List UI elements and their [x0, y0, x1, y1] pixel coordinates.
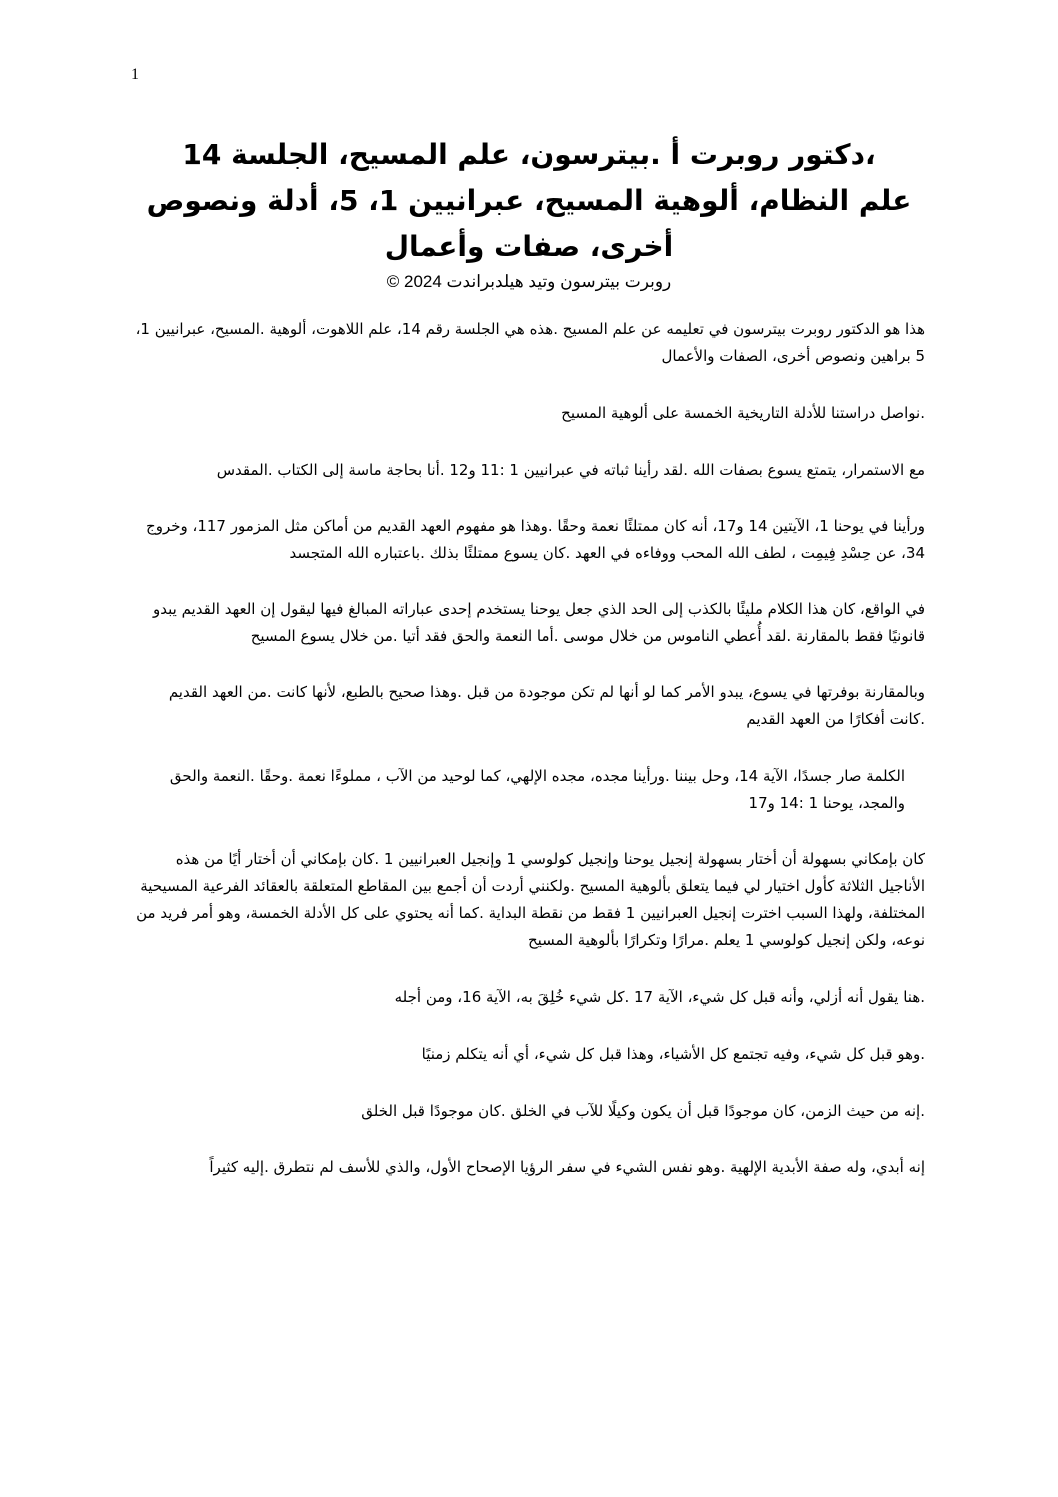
paragraph: مع الاستمرار، يتمتع يسوع بصفات الله .لقد رأينا ثباته في عبرانيين 1 :11 و12 .أنا بحاجة ماسة إلى الكتاب .المقدس	[216, 461, 925, 479]
paragraph: كان بإمكاني بسهولة أن أختار بسهولة إنجيل يوحنا وإنجيل كولوسي 1 وإنجيل العبرانيين 1 .كان بإمكاني أن أختار أيًا من هذه الأناجيل الثلاثة كأول اختيار لي فيما يتعلق بألوهية المسيح .ولكنني أردت أن أجمع بين المقاطع المتعلقة بالعقائد الفرعية المسيحية المختلفة، ولهذا السبب اخترت إنجيل العبرانيين 1 فقط من نقطة البداية .كما أنه يحتوي على كل الأدلة الخمسة، وهو أمر فريد من نوعه، ولكن إنجيل كولوسي 1 يعلم .مرارًا وتكرارًا بألوهية المسيح	[136, 850, 925, 949]
paragraph: .هنا يقول أنه أزلي، وأنه قبل كل شيء، الآية 17 .كل شيء خُلِقَ به، الآية 16، ومن أجله	[394, 988, 925, 1006]
page-number: 1	[131, 66, 139, 83]
copyright-line: روبرت بيترسون وتيد هيلدبراندت 2024 ©	[386, 272, 672, 291]
paragraph-indented: الكلمة صار جسدًا، الآية 14، وحل بيننا .ورأينا مجده، مجده الإلهي، كما لوحيد من الآب ، مملوءًا نعمة .وحقًا .النعمة والحق والمجد، يوحنا 1 :14 و17	[169, 767, 905, 812]
title-block	[120, 132, 938, 294]
paragraph: هذا هو الدكتور روبرت بيترسون في تعليمه عن علم المسيح .هذه هي الجلسة رقم 14، علم اللاهوت، ألوهية .المسيح، عبرانيين 1، 5 براهين ونصوص أخرى، الصفات والأعمال	[135, 320, 925, 365]
document-title-line-3: أخرى، صفات وأعمال	[384, 230, 674, 263]
paragraph: في الواقع، كان هذا الكلام مليئًا بالكذب إلى الحد الذي جعل يوحنا يستخدم إحدى عباراته المبالغ فيها ليقول إن العهد القديم يبدو قانونيًا فقط بالمقارنة .لقد أُعطي الناموس من خلال موسى .أما النعمة والحق فقد أتيا .من خلال يسوع المسيح	[152, 600, 925, 645]
paragraph: .وهو قبل كل شيء، وفيه تجتمع كل الأشياء، وهذا قبل كل شيء، أي أنه يتكلم زمنيًا	[421, 1045, 925, 1063]
document-title-line-1: ،دكتور روبرت أ .بيترسون، علم المسيح، الجلسة 14	[182, 138, 876, 171]
paragraph: ورأينا في يوحنا 1، الآيتين 14 و17، أنه كان ممتلئًا نعمة وحقًا .وهذا هو مفهوم العهد القديم من أماكن مثل المزمور 117، وخروج 34، عن حِسْدِ فِيمِت ، لطف الله المحب ووفاءه في العهد .كان يسوع ممتلئًا بذلك .باعتباره الله المتجسد	[146, 517, 925, 562]
document-title-line-2: علم النظام، ألوهية المسيح، عبرانيين 1، 5، أدلة ونصوص	[146, 184, 912, 217]
paragraph: إنه أبدي، وله صفة الأبدية الإلهية .وهو نفس الشيء في سفر الرؤيا الإصحاح الأول، والذي للأسف لم نتطرق .إليه كثيراً	[209, 1158, 925, 1176]
document-body	[133, 316, 925, 1181]
paragraph: .إنه من حيث الزمن، كان موجودًا قبل أن يكون وكيلًا للآب في الخلق .كان موجودًا قبل الخلق	[361, 1102, 925, 1120]
paragraph: .نواصل دراستنا للأدلة التاريخية الخمسة على ألوهية المسيح	[561, 404, 925, 422]
paragraph: وبالمقارنة بوفرتها في يسوع، يبدو الأمر كما لو أنها لم تكن موجودة من قبل .وهذا صحيح بالطبع، لأنها كانت .من العهد القديم .كانت أفكارًا من العهد القديم	[168, 683, 925, 728]
